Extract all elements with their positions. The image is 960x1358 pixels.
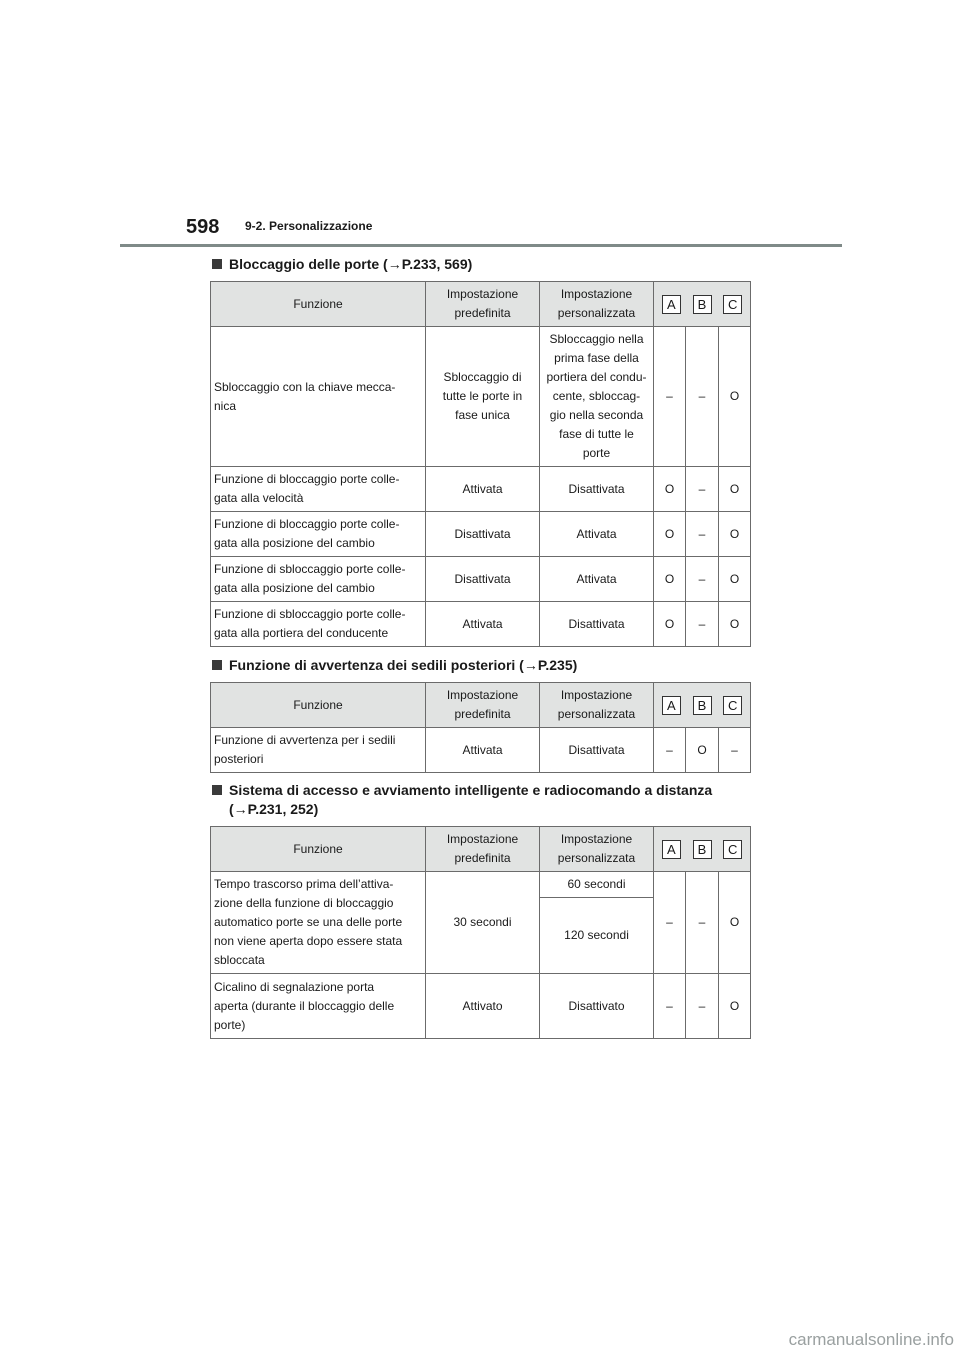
cell-c: O (719, 974, 751, 1039)
cell-function: Tempo trascorso prima dell’attiva- zione della funzione di bloccaggio automatico porte se una delle porte non viene aperta dopo essere stata sbloccata (211, 872, 426, 974)
cell-a: – (654, 728, 686, 773)
cell-function: Funzione di sbloccaggio porte colle- gata alla portiera del conducente (211, 602, 426, 647)
section-heading-rear-seat-reminder: Funzione di avvertenza dei sedili posteriori (→P.235) (212, 656, 577, 675)
cell-default: Disattivata (426, 512, 540, 557)
letter-b-badge: B (693, 840, 712, 859)
cell-b: – (686, 872, 719, 974)
letter-a-badge: A (662, 295, 681, 314)
column-header-default: Impostazione predefinita (426, 282, 540, 327)
cell-default: Attivata (426, 602, 540, 647)
cell-custom: Disattivata (540, 467, 654, 512)
cell-custom: Sbloccaggio nella prima fase della portiera del condu- cente, sbloccag- gio nella seconda fase di tutte le porte (540, 327, 654, 467)
cell-b: – (686, 327, 719, 467)
cell-b: – (686, 602, 719, 647)
cell-a: O (654, 467, 686, 512)
column-header-function: Funzione (211, 827, 426, 872)
page-number: 598 (186, 216, 220, 238)
column-header-letters (654, 282, 751, 327)
letter-c-badge: C (723, 696, 742, 715)
column-header-custom: Impostazione personalizzata (540, 683, 654, 728)
square-bullet-icon (212, 785, 222, 795)
cell-custom-option: 120 secondi (540, 898, 654, 974)
letter-b-badge: B (693, 696, 712, 715)
cell-a: O (654, 602, 686, 647)
letter-c-badge: C (723, 840, 742, 859)
letter-b-badge: B (693, 295, 712, 314)
table-row (211, 557, 751, 602)
table-row (211, 327, 751, 467)
section-heading-smart-entry: Sistema di accesso e avviamento intelligente e radiocomando a distanza (→P.231, 252) (212, 781, 712, 819)
cell-function: Funzione di bloccaggio porte colle- gata alla velocità (211, 467, 426, 512)
cell-custom: Disattivata (540, 602, 654, 647)
cell-a: – (654, 872, 686, 974)
cell-b: – (686, 974, 719, 1039)
cell-b: – (686, 467, 719, 512)
section-heading-door-lock: Bloccaggio delle porte (→P.233, 569) (212, 255, 472, 274)
column-header-default: Impostazione predefinita (426, 827, 540, 872)
cell-custom: Disattivata (540, 728, 654, 773)
letter-c-badge: C (723, 295, 742, 314)
cell-a: – (654, 327, 686, 467)
cell-default: Attivato (426, 974, 540, 1039)
table-row (211, 872, 751, 898)
cell-default: Disattivata (426, 557, 540, 602)
cell-default: Sbloccaggio di tutte le porte in fase unica (426, 327, 540, 467)
cell-function: Cicalino di segnalazione porta aperta (durante il bloccaggio delle porte) (211, 974, 426, 1039)
table-row (211, 728, 751, 773)
cell-b: – (686, 512, 719, 557)
table-row (211, 467, 751, 512)
square-bullet-icon (212, 660, 222, 670)
table-row (211, 602, 751, 647)
cell-function: Sbloccaggio con la chiave mecca- nica (211, 327, 426, 467)
cell-function: Funzione di avvertenza per i sedili posteriori (211, 728, 426, 773)
cell-function: Funzione di sbloccaggio porte colle- gata alla posizione del cambio (211, 557, 426, 602)
table-row (211, 974, 751, 1039)
cell-b: O (686, 728, 719, 773)
cell-custom: Attivata (540, 512, 654, 557)
smart-entry-table (210, 826, 751, 1039)
column-header-letters (654, 683, 751, 728)
cell-c: O (719, 327, 751, 467)
letter-a-badge: A (662, 840, 681, 859)
cell-default: 30 secondi (426, 872, 540, 974)
section-title: 9-2. Personalizzazione (245, 219, 373, 233)
cell-a: O (654, 557, 686, 602)
cell-a: – (654, 974, 686, 1039)
cell-c: – (719, 728, 751, 773)
cell-function: Funzione di bloccaggio porte colle- gata alla posizione del cambio (211, 512, 426, 557)
cell-default: Attivata (426, 728, 540, 773)
column-header-function: Funzione (211, 683, 426, 728)
cell-c: O (719, 467, 751, 512)
door-lock-table (210, 281, 751, 647)
cell-c: O (719, 872, 751, 974)
letter-a-badge: A (662, 696, 681, 715)
cell-a: O (654, 512, 686, 557)
cell-default: Attivata (426, 467, 540, 512)
cell-c: O (719, 512, 751, 557)
cell-custom-option: 60 secondi (540, 872, 654, 898)
column-header-function: Funzione (211, 282, 426, 327)
rear-seat-reminder-table (210, 682, 751, 773)
column-header-letters (654, 827, 751, 872)
column-header-custom: Impostazione personalizzata (540, 282, 654, 327)
cell-custom: Disattivato (540, 974, 654, 1039)
header-rule (120, 244, 842, 247)
square-bullet-icon (212, 259, 222, 269)
cell-c: O (719, 557, 751, 602)
cell-b: – (686, 557, 719, 602)
footer-watermark: carmanualsonline.info (788, 1330, 954, 1349)
cell-c: O (719, 602, 751, 647)
cell-custom: Attivata (540, 557, 654, 602)
column-header-default: Impostazione predefinita (426, 683, 540, 728)
column-header-custom: Impostazione personalizzata (540, 827, 654, 872)
table-row (211, 512, 751, 557)
